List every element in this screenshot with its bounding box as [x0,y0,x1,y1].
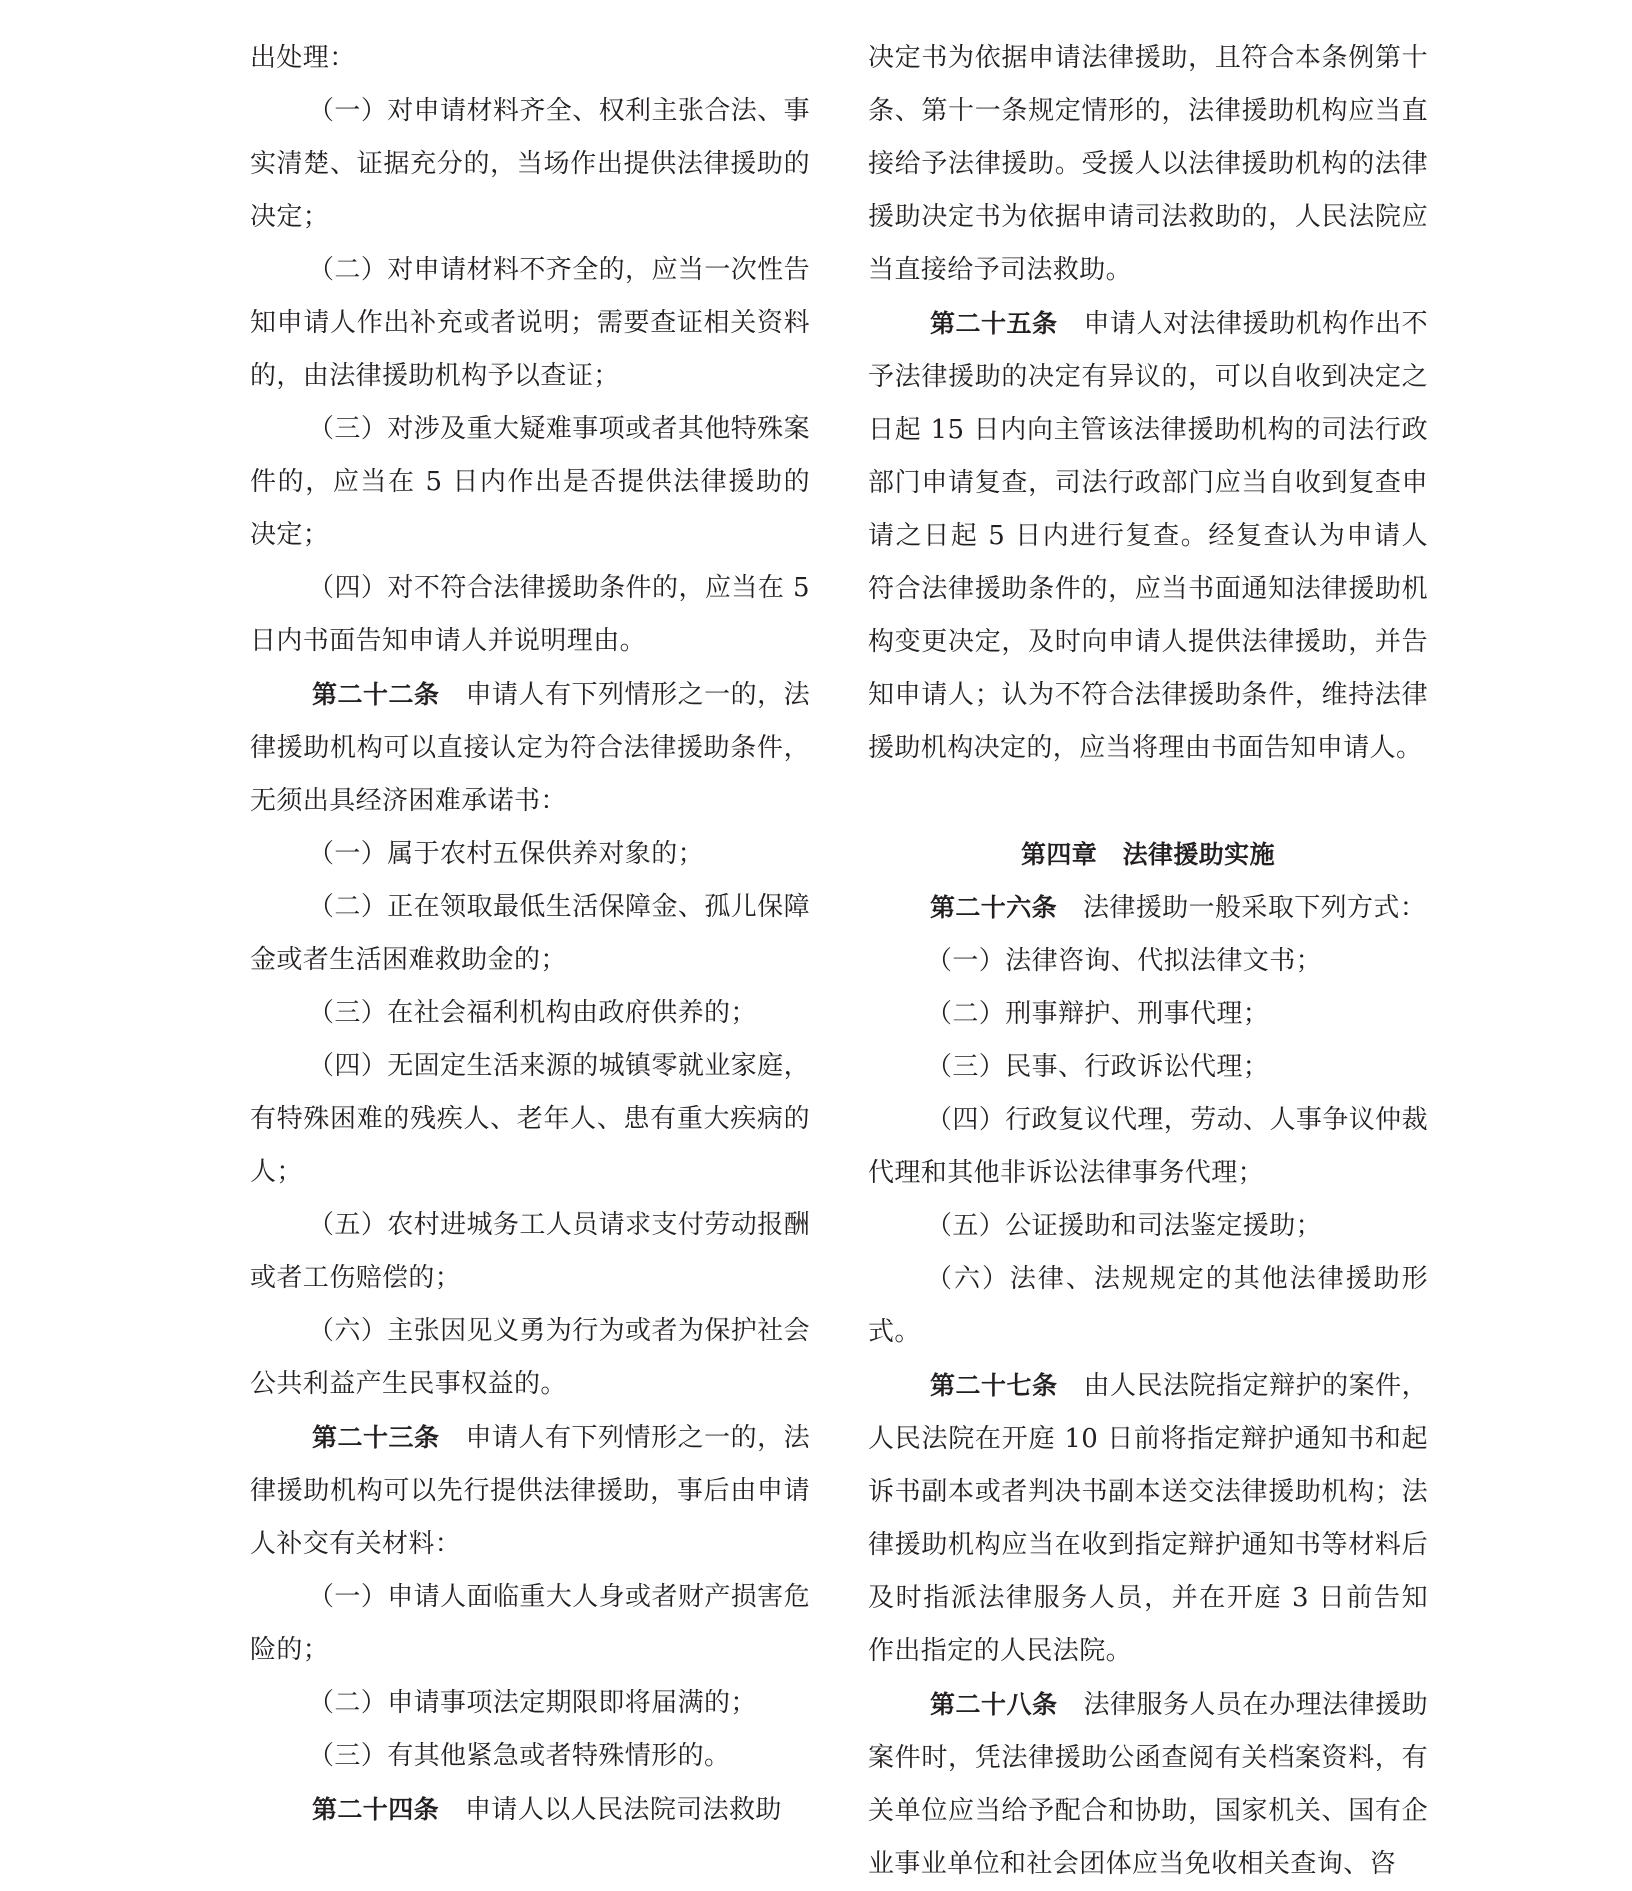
list-item: （二）刑事辩护、刑事代理； [926,999,1270,1029]
list-item: （二）申请事项法定期限即将届满的； [308,1688,757,1718]
article-text: 由人民法院指定辩护的案件，人民法院在开庭 10 日前将指定辩护通知书和起诉书副本或者判决书副本送交法律援助机构；法律援助机构应当在收到指定辩护通知书等材料后及时指派法律服务人员，并在开庭 3 日前告知作出指定的人民法院。 [868,1371,1428,1666]
article-paragraph [868,881,1428,935]
chapter-heading: 第四章 法律援助实施 [1020,840,1275,869]
left-column [250,32,810,1837]
list-item: （二）对申请材料不齐全的，应当一次性告知申请人作出补充或者说明；需要查证相关资料的，由法律援助机构予以查证； [250,255,810,391]
article-text: 法律服务人员在办理法律援助案件时，凭法律援助公函查阅有关档案资料，有关单位应当给予配合和协助，国家机关、国有企业事业单位和社会团体应当免收相关查询、咨 [868,1690,1428,1879]
article-text: 申请人有下列情形之一的，法律援助机构可以直接认定为符合法律援助条件，无须出具经济困难承诺书： [250,680,810,816]
article-paragraph [250,1783,810,1837]
paragraph: 出处理： [250,43,356,73]
article-text: 申请人以人民法院司法救助 [465,1795,782,1825]
list-item: （五）公证援助和司法鉴定援助； [926,1211,1323,1241]
right-column [868,32,1428,1891]
article-number: 第二十四条 [312,1795,440,1824]
paragraph: 决定书为依据申请法律援助，且符合本条例第十条、第十一条规定情形的，法律援助机构应当直接给予法律援助。受援人以法律援助机构的法律援助决定书为依据申请司法救助的，人民法院应当直接给予司法救助。 [868,43,1428,285]
list-item: （二）正在领取最低生活保障金、孤儿保障金或者生活困难救助金的； [250,892,810,975]
list-item: （三）有其他紧急或者特殊情形的。 [308,1741,731,1771]
list-item: （三）在社会福利机构由政府供养的； [308,998,757,1028]
list-item: （六）主张因见义勇为行为或者为保护社会公共利益产生民事权益的。 [250,1316,810,1399]
list-item: （四）对不符合法律援助条件的，应当在 5 日内书面告知申请人并说明理由。 [250,573,810,656]
article-text: 法律援助一般采取下列方式： [1083,893,1427,923]
article-paragraph [250,1411,810,1571]
list-item: （四）无固定生活来源的城镇零就业家庭，有特殊困难的残疾人、老年人、患有重大疾病的人； [250,1051,810,1187]
list-item: （一）对申请材料齐全、权利主张合法、事实清楚、证据充分的，当场作出提供法律援助的决定； [250,96,810,232]
article-text: 申请人有下列情形之一的，法律援助机构可以先行提供法律援助，事后由申请人补交有关材料： [250,1423,810,1559]
article-paragraph [250,668,810,828]
list-item: （三）民事、行政诉讼代理； [926,1052,1270,1082]
article-text: 申请人对法律援助机构作出不予法律援助的决定有异议的，可以自收到决定之日起 15 日内向主管该法律援助机构的司法行政部门申请复查，司法行政部门应当自收到复查申请之日起 5 日内进行复查。经复查认为申请人符合法律援助条件的，应当书面通知法律援助机构变更决定，及时向申请人提供法律援助，并告知申请人；认为不符合法律援助条件，维持法律援助机构决定的，应当将理由书面告知申请人。 [868,309,1428,763]
list-item: （一）属于农村五保供养对象的； [308,839,705,869]
article-paragraph [868,297,1428,775]
list-item: （三）对涉及重大疑难事项或者其他特殊案件的，应当在 5 日内作出是否提供法律援助的决定； [250,414,810,550]
article-number: 第二十二条 [312,680,440,709]
article-number: 第二十七条 [930,1371,1058,1400]
list-item: （五）农村进城务工人员请求支付劳动报酬或者工伤赔偿的； [250,1210,810,1293]
list-item: （一）申请人面临重大人身或者财产损害危险的； [250,1582,810,1665]
list-item: （一）法律咨询、代拟法律文书； [926,946,1323,976]
article-number: 第二十三条 [312,1423,440,1452]
article-paragraph [868,1678,1428,1891]
list-item: （四）行政复议代理，劳动、人事争议仲裁代理和其他非诉讼法律事务代理； [868,1105,1428,1188]
article-number: 第二十六条 [930,893,1058,922]
article-number: 第二十五条 [930,309,1058,338]
article-number: 第二十八条 [930,1690,1058,1719]
list-item: （六）法律、法规规定的其他法律援助形式。 [868,1264,1428,1347]
article-paragraph [868,1359,1428,1678]
